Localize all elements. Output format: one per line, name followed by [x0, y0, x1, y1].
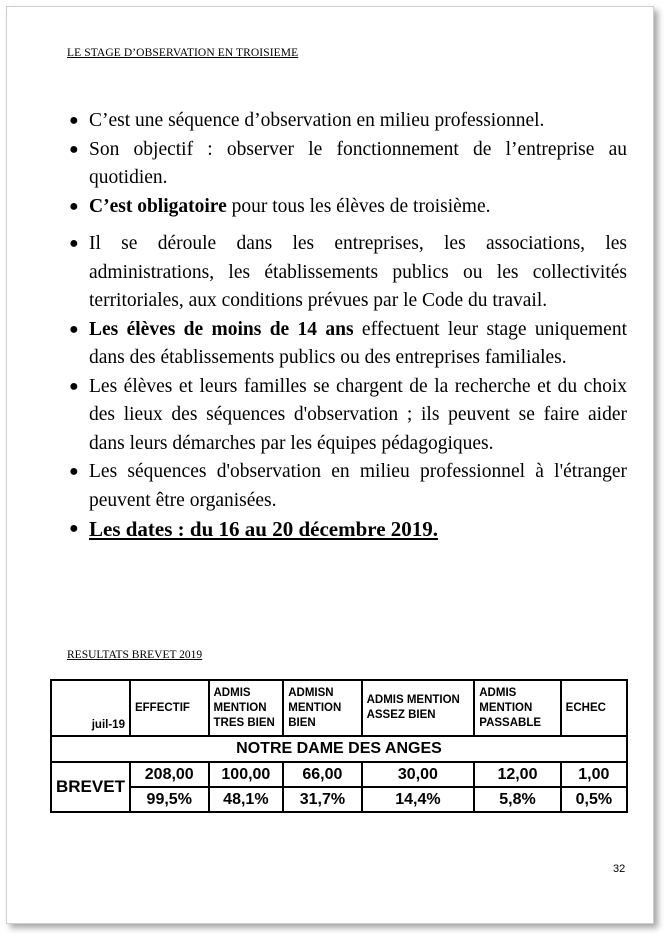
bullet-icon: ● — [69, 197, 79, 215]
table-cell: 12,00 — [474, 762, 560, 787]
table-cell: 5,8% — [474, 787, 560, 812]
table-row — [51, 762, 627, 787]
bullet-icon: ● — [69, 377, 79, 395]
table-cell: 30,00 — [362, 762, 475, 787]
page-number: 32 — [613, 863, 626, 875]
bullet-item: ● Les dates : du 16 au 20 décembre 2019. — [67, 515, 627, 546]
table-cell: 99,5% — [130, 787, 209, 812]
column-header: ADMIS MENTION PASSABLE — [474, 680, 560, 736]
table-row — [51, 787, 627, 812]
school-row — [51, 736, 627, 762]
column-header: ADMIS MENTION TRES BIEN — [209, 680, 284, 736]
table-cell: 31,7% — [283, 787, 361, 812]
school-name: NOTRE DAME DES ANGES — [51, 736, 627, 762]
bullet-item: ● C’est une séquence d’observation en milieu professionnel. — [67, 107, 627, 136]
table-cell: 0,5% — [561, 787, 627, 812]
column-header: ADMISN MENTION BIEN — [283, 680, 361, 736]
document-page — [6, 6, 654, 924]
results-title: RESULTATS BREVET 2019 — [67, 649, 203, 661]
row-label: BREVET — [51, 762, 130, 812]
bullet-item: ● Il se déroule dans les entreprises, les associations, les administrations, les établissements publics ou les collectivités territoriales, aux conditions prévues par le Code du travail. — [67, 230, 627, 316]
bullet-icon: ● — [69, 140, 79, 158]
table-cell: 208,00 — [130, 762, 209, 787]
table-cell: 14,4% — [362, 787, 475, 812]
page-header: LE STAGE D’OBSERVATION EN TROISIEME — [67, 47, 299, 59]
bullet-list — [67, 107, 627, 546]
column-header: ECHEC — [561, 680, 627, 736]
date-label: juil-19 — [51, 680, 130, 736]
bullet-item: ● Son objectif : observer le fonctionnement de l’entreprise au quotidien. — [67, 136, 627, 193]
bullet-item: ● Les élèves de moins de 14 ans effectuent leur stage uniquement dans des établissements publics ou des entreprises familiales. — [67, 316, 627, 373]
table-cell: 100,00 — [209, 762, 284, 787]
bullet-item: ● Les séquences d'observation en milieu professionnel à l'étranger peuvent être organisées. — [67, 458, 627, 515]
table-cell: 1,00 — [561, 762, 627, 787]
table-cell: 66,00 — [283, 762, 361, 787]
results-table — [50, 679, 628, 813]
column-header: EFFECTIF — [130, 680, 209, 736]
table-cell: 48,1% — [209, 787, 284, 812]
bullet-item: ● Les élèves et leurs familles se chargent de la recherche et du choix des lieux des séquences d'observation ; ils peuvent se faire aider dans leurs démarches par les équipes pédagogiques. — [67, 373, 627, 459]
table-header-row — [51, 680, 627, 736]
bullet-icon: ● — [69, 320, 79, 338]
bullet-icon: ● — [69, 235, 79, 252]
bullet-item: ● C’est obligatoire pour tous les élèves de troisième. — [67, 193, 627, 222]
bullet-icon: ● — [69, 112, 79, 129]
bullet-icon: ● — [69, 520, 79, 537]
bullet-icon: ● — [69, 463, 79, 480]
column-header: ADMIS MENTION ASSEZ BIEN — [362, 680, 475, 736]
